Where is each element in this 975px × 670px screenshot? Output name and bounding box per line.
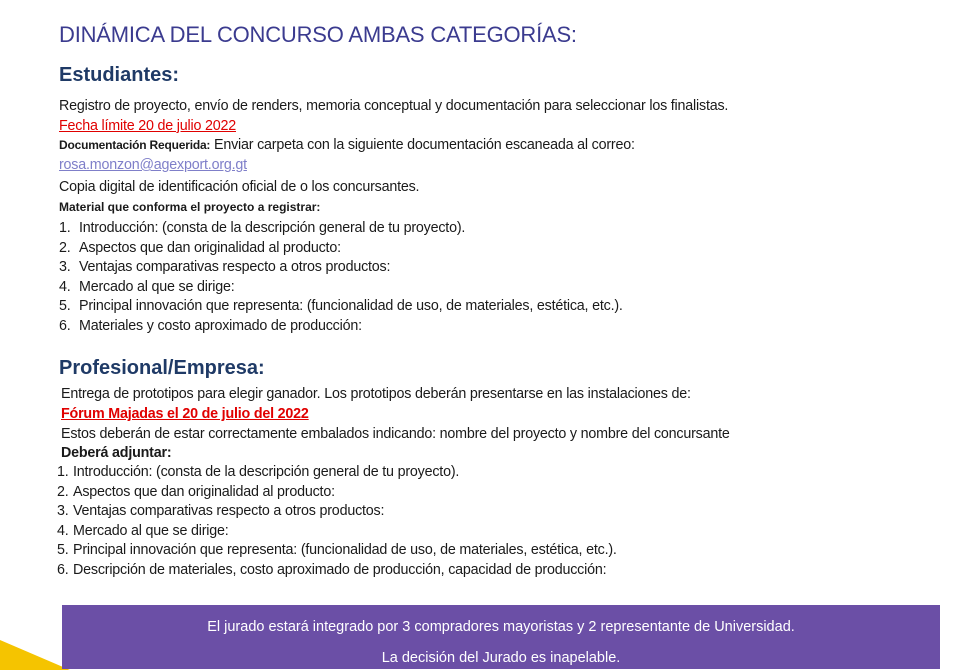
students-intro: Registro de proyecto, envío de renders, memoria conceptual y documentación para seleccionar los finalistas. — [59, 98, 729, 114]
list-item: 4. Mercado al que se dirige: — [59, 278, 235, 295]
list-item: 1. Introducción: (consta de la descripción general de tu proyecto). — [57, 464, 460, 480]
jury-banner — [62, 605, 940, 669]
attach-label: Deberá adjuntar: — [61, 445, 172, 461]
students-heading: Estudiantes: — [59, 64, 180, 86]
documentation-label: Documentación Requerida: — [59, 138, 211, 152]
list-item: 1. Introducción: (consta de la descripción general de tu proyecto). — [59, 220, 466, 236]
list-item: 5. Principal innovación que representa: (funcionalidad de uso, de materiales, estética, etc.). — [57, 542, 617, 559]
email-link[interactable]: rosa.monzon@agexport.org.gt — [59, 157, 247, 173]
professional-intro: Entrega de prototipos para elegir ganador. Los prototipos deberán presentarse en las instalaciones de: — [61, 386, 691, 402]
copy-id-text: Copia digital de identificación oficial de o los concursantes. — [59, 179, 420, 195]
documentation-text: Enviar carpeta con la siguiente documentación escaneada al correo: — [210, 137, 635, 153]
professional-heading: Profesional/Empresa: — [59, 357, 265, 379]
list-item: 6. Descripción de materiales, costo aproximado de producción, capacidad de producción: — [57, 561, 607, 578]
list-item: 5. Principal innovación que representa: (funcionalidad de uso, de materiales, estética, etc.). — [59, 298, 623, 315]
list-item: 2. Aspectos que dan originalidad al producto: — [59, 239, 341, 256]
students-list — [59, 219, 623, 337]
list-item: 4. Mercado al que se dirige: — [57, 522, 229, 539]
material-label: Material que conforma el proyecto a registrar: — [59, 200, 321, 214]
list-item: 2. Aspectos que dan originalidad al producto: — [57, 483, 335, 500]
students-deadline: Fecha límite 20 de julio 2022 — [59, 118, 236, 134]
documentation-line — [59, 137, 635, 153]
professional-list — [57, 463, 617, 581]
yellow-accent-shape — [0, 640, 70, 670]
jury-text: El jurado estará integrado por 3 compradores mayoristas y 2 representante de Universidad. — [207, 619, 795, 635]
list-item: 3. Ventajas comparativas respecto a otros productos: — [59, 259, 391, 276]
list-item: 3. Ventajas comparativas respecto a otros productos: — [57, 503, 385, 520]
jury-decision-text: La decisión del Jurado es inapelable. — [381, 650, 621, 666]
list-item: 6. Materiales y costo aproximado de producción: — [59, 317, 362, 334]
packaging-text: Estos deberán de estar correctamente embalados indicando: nombre del proyecto y nombre del concursante — [61, 426, 730, 442]
forum-date: Fórum Majadas el 20 de julio del 2022 — [61, 406, 309, 422]
page-title: DINÁMICA DEL CONCURSO AMBAS CATEGORÍAS: — [59, 22, 577, 47]
